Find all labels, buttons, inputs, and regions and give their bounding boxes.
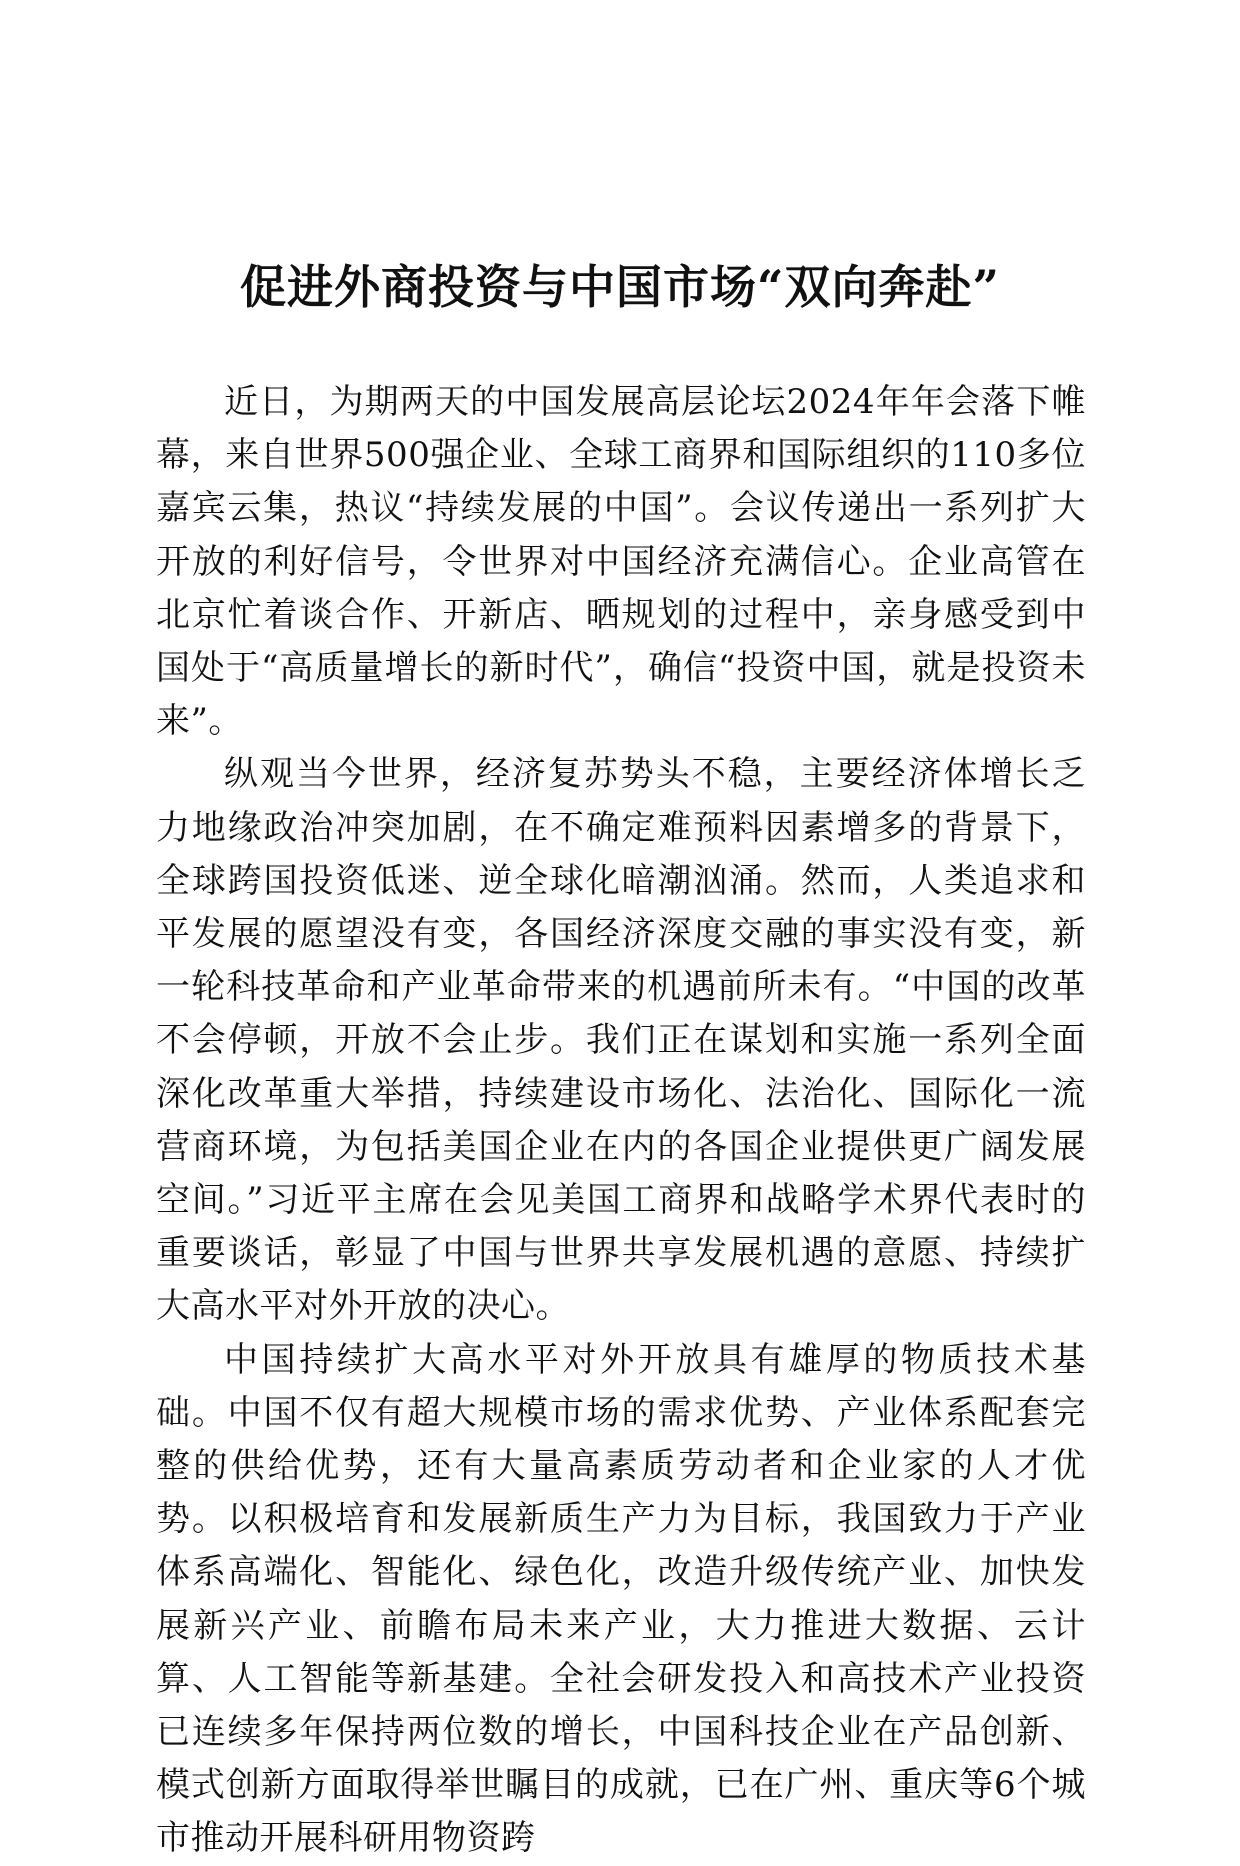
paragraph-3: 中国持续扩大高水平对外开放具有雄厚的物质技术基础。中国不仅有超大规模市场的需求优势、产业体系配套完整的供给优势，还有大量高素质劳动者和企业家的人才优势。以积极培育和发展新质生产力为目标，我国致力于产业体系高端化、智能化、绿色化，改造升级传统产业、加快发展新兴产业、前瞻布局未来产业，大力推进大数据、云计算、人工智能等新基建。全社会研发投入和高技术产业投资已连续多年保持两位数的增长，中国科技企业在产品创新、模式创新方面取得举世瞩目的成就，已在广州、重庆等6个城市推动开展科研用物资跨: [156, 1339, 1086, 1859]
paragraph-2: 纵观当今世界，经济复苏势头不稳，主要经济体增长乏力地缘政治冲突加剧，在不确定难预料因素增多的背景下，全球跨国投资低迷、逆全球化暗潮汹涌。然而，人类追求和平发展的愿望没有变，各国经济深度交融的事实没有变，新一轮科技革命和产业革命带来的机遇前所未有。“中国的改革不会停顿，开放不会止步。我们正在谋划和实施一系列全面深化改革重大举措，持续建设市场化、法治化、国际化一流营商环境，为包括美国企业在内的各国企业提供更广阔发展空间。”习近平主席在会见美国工商界和战略学术界代表时的重要谈话，彰显了中国与世界共享发展机遇的意愿、持续扩大高水平对外开放的决心。: [156, 754, 1086, 1327]
paragraph-1: 近日，为期两天的中国发展高层论坛2024年年会落下帷幕，来自世界500强企业、全球工商界和国际组织的110多位嘉宾云集，热议“持续发展的中国”。会议传递出一系列扩大开放的利好信号，令世界对中国经济充满信心。企业高管在北京忙着谈合作、开新店、晒规划的过程中，亲身感受到中国处于“高质量增长的新时代”，确信“投资中国，就是投资未来”。: [156, 382, 1086, 742]
document-title: 促进外商投资与中国市场“双向奔赴”: [240, 260, 1000, 314]
document-body: [156, 376, 1086, 1866]
